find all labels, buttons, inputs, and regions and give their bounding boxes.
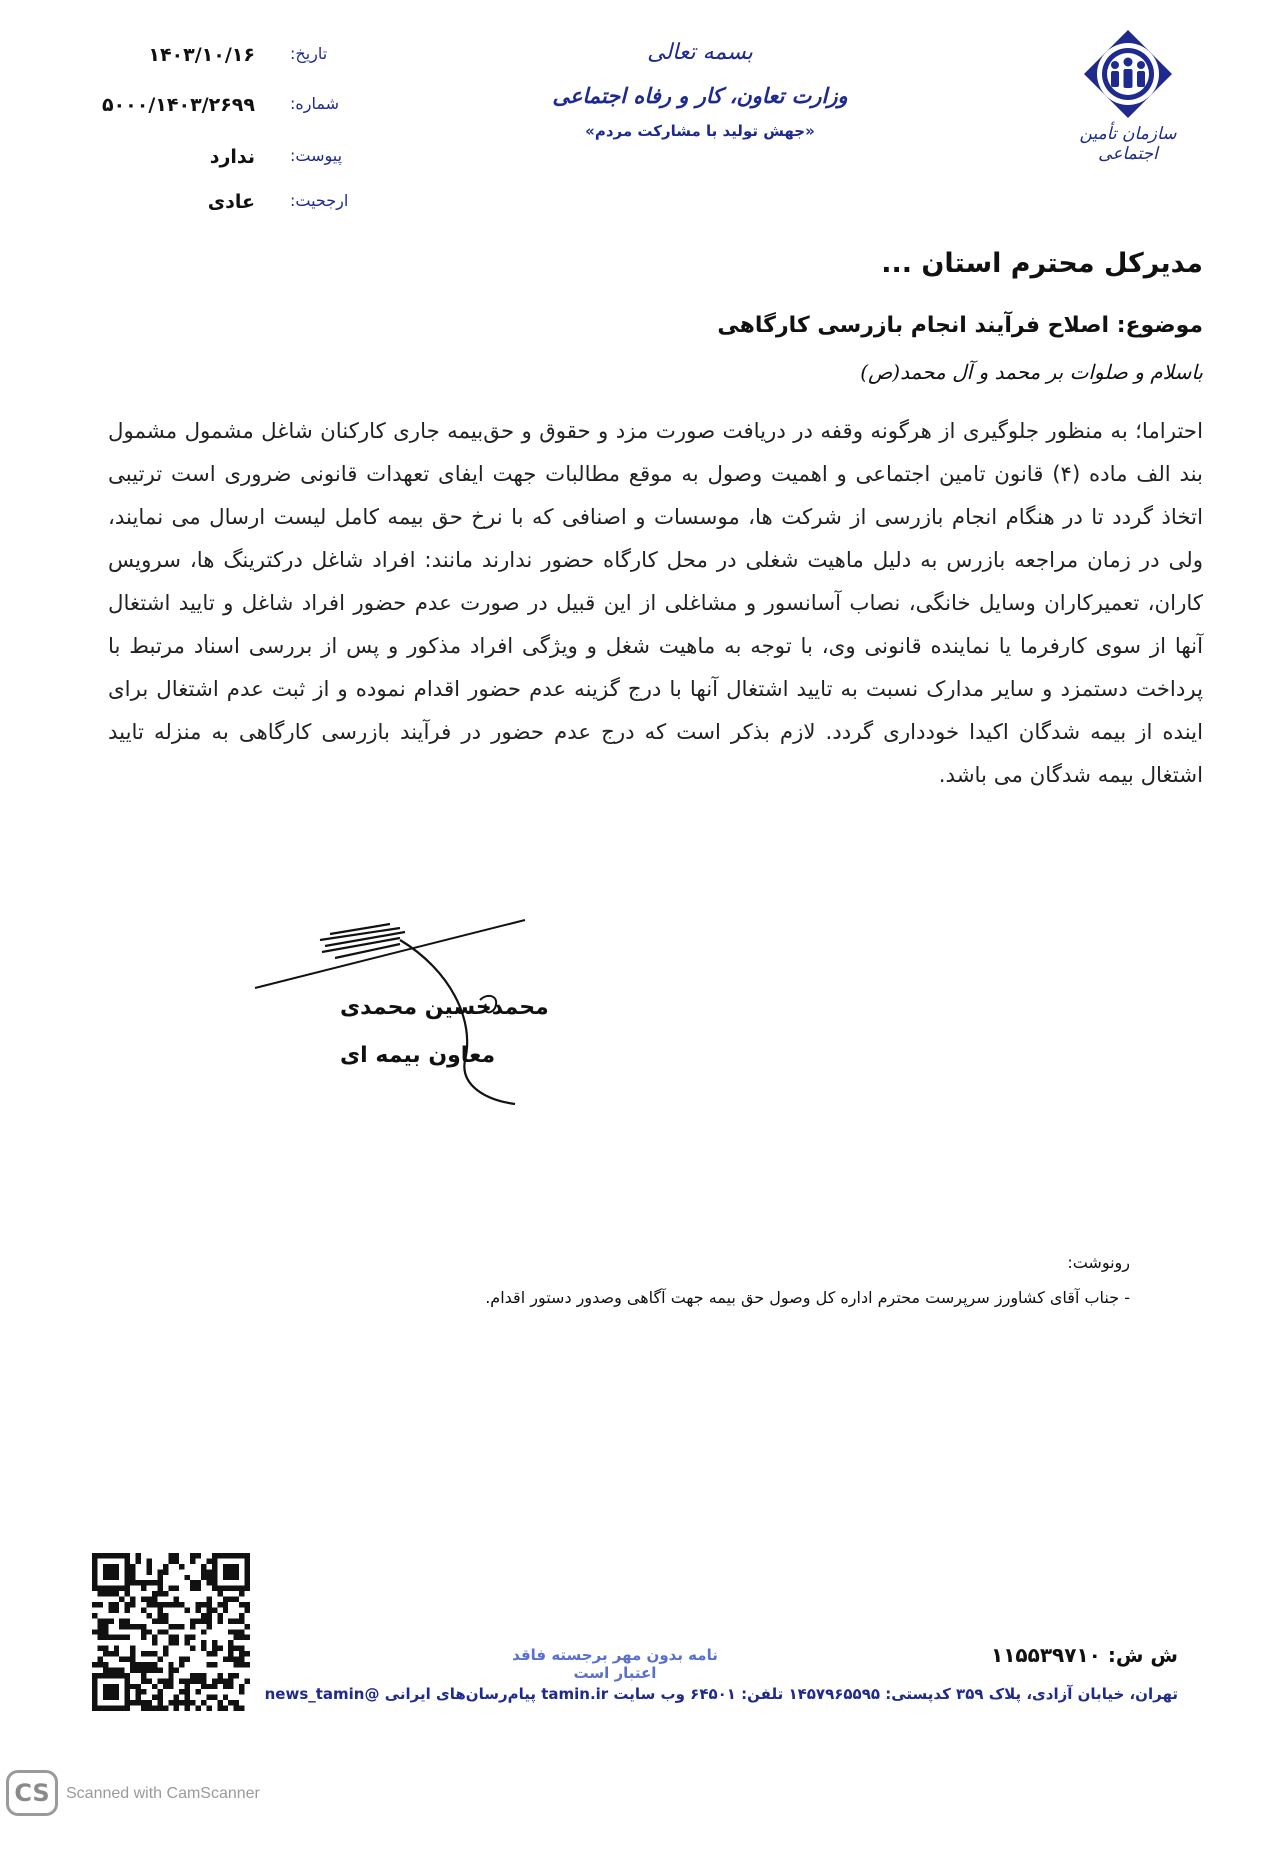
priority-label: ارجحیت:	[290, 191, 349, 210]
organization-name: سازمان تأمین اجتماعی	[1079, 124, 1177, 164]
letterhead-center	[520, 40, 880, 140]
attachment-label: پیوست:	[290, 146, 343, 165]
national-id: ش ش: ۱۱۵۵۳۹۷۱۰	[991, 1643, 1178, 1667]
subject-line: موضوع: اصلاح فرآیند انجام بازرسی کارگاهی	[717, 313, 1203, 338]
slogan-text: «جهش تولید با مشارکت مردم»	[585, 122, 815, 140]
priority-value: عادی	[207, 191, 255, 213]
bismillah-text: بسمه تعالی	[647, 40, 753, 65]
date-value: ۱۴۰۳/۱۰/۱۶	[148, 44, 255, 66]
attachment-value: ندارد	[209, 146, 255, 168]
addressee: مدیرکل محترم استان ...	[881, 248, 1203, 279]
cc-recipient: - جناب آقای کشاورز سرپرست محترم اداره کل وصول حق بیمه جهت آگاهی وصدور دستور اقدام.	[485, 1288, 1130, 1307]
tamin-logo-icon	[1082, 28, 1174, 120]
contact-address: تهران، خیابان آزادی، پلاک ۳۵۹ کدپستی: ۱۴۵۷۹۶۵۵۹۵ تلفن: ۶۴۵۰۱ وب سایت tamin.ir پیام‌رسان‌های ایرانی @news_tamin	[264, 1685, 1178, 1703]
number-label: شماره:	[290, 94, 340, 113]
ministry-name: وزارت تعاون، کار و رفاه اجتماعی	[552, 83, 848, 108]
date-label: تاریخ:	[290, 44, 328, 63]
scanner-watermark-text: Scanned with CamScanner	[66, 1785, 260, 1802]
camscanner-logo-icon: CS	[6, 1770, 58, 1816]
signer-name: محمدحسین محمدی	[340, 995, 549, 1020]
cc-label: رونوشت:	[1067, 1253, 1130, 1272]
greeting: باسلام و صلوات بر محمد و آل محمد(ص)	[860, 360, 1203, 384]
qr-code-icon	[92, 1553, 250, 1711]
organization-logo	[1068, 28, 1188, 164]
signer-title: معاون بیمه ای	[340, 1043, 496, 1068]
validity-notice: نامه بدون مهر برجسته فاقد اعتبار است	[512, 1646, 718, 1682]
letter-body: احتراما؛ به منظور جلوگیری از هرگونه وقفه در دریافت صورت مزد و حقوق و حق‌بیمه جاری کارکنان شاغل مشمول مشمول بند الف ماده (۴) قانون تامین اجتماعی و اهمیت وصول به موقع مطالبات جهت ایفای تعهدات قانونی ضروری است ترتیبی اتخاذ گردد تا در هنگام انجام بازرسی از شرکت ها، موسسات و اصنافی که با نرخ حق بیمه کامل لیست ارسال می نمایند، ولی در زمان مراجعه بازرس به دلیل ماهیت شغلی در محل کارگاه حضور ندارند مانند: افراد شاغل درکترینگ ها، سرویس کاران، تعمیرکاران وسایل خانگی، نصاب آسانسور و مشاغلی از این قبیل در صورت عدم حضور افراد شاغل و تایید اشتغال آنها از سوی کارفرما یا نماینده قانونی وی، با توجه به ماهیت شغل و ویژگی افراد مذکور و پس از بررسی اسناد مرتبط با پرداخت دستمزد و سایر مدارک نسبت به تایید اشتغال آنها با درج گزینه عدم حضور اقدام نموده و از ثبت عدم اشتغال برای اینده از بیمه شدگان اکیدا خودداری گردد. لازم بذکر است که درج عدم حضور در فرآیند بازرسی کارگاهی به منزله تایید اشتغال بیمه شدگان می باشد.	[108, 419, 1203, 788]
number-value: ۵۰۰۰/۱۴۰۳/۲۶۹۹	[101, 94, 255, 116]
